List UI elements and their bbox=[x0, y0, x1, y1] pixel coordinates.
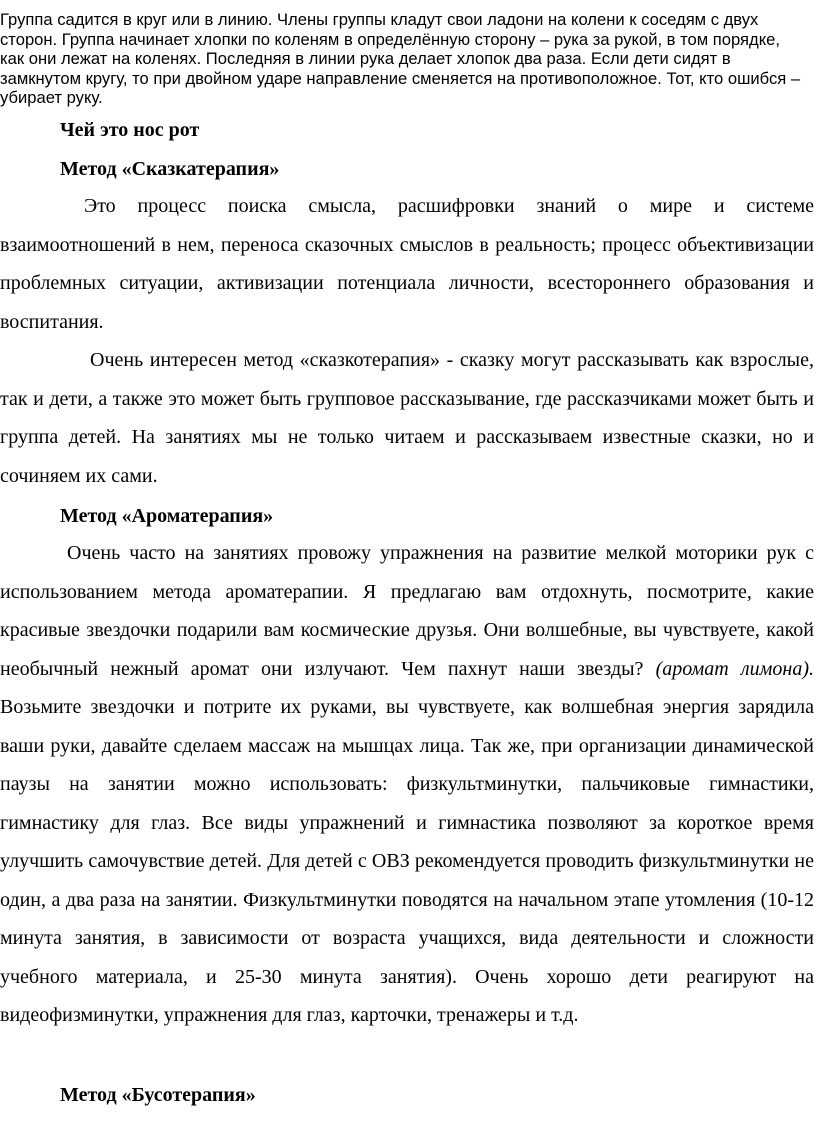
heading-beads-method: Метод «Бусотерапия» bbox=[60, 1084, 256, 1106]
heading-game: Чей это нос рот bbox=[60, 119, 200, 141]
heading-aroma-method: Метод «Ароматерапия» bbox=[60, 505, 274, 527]
aroma-text-part-1: Очень часто на занятиях провожу упражнения на развитие мелкой моторики рук с использованием метода ароматерапии. Я предлагаю вам отдохнуть, посмотрите, какие красивые звездочки подарили вам космические друзья. Они волшебные, вы чувствуете, какой необычный нежный аромат они излучают. Чем пахнут наши звезды? bbox=[0, 542, 814, 680]
aroma-italic-note: (аромат лимона). bbox=[655, 657, 815, 680]
heading-fairytale-method: Метод «Сказкатерапия» bbox=[60, 158, 280, 180]
aroma-text-part-2: Возьмите звездочки и потрите их руками, вы чувствуете, как волшебная энергия зарядила ваши руки, давайте сделаем массаж на мышцах лица. Так же, при организации динамической паузы на занятии можно использовать: физкультминутки, пальчиковые гимнастики, гимнастику для глаз. Все виды упражнений и гимнастика позволяют за короткое время улучшить самочувствие детей. Для детей с ОВЗ рекомендуется проводить физкультминутки не один, а два раза на занятии. Физкультминутки поводятся на начальном этапе утомления (10-12 минута занятия, в зависимости от возраста учащихся, вида деятельности и сложности учебного материала, и 25-30 минута занятия). Очень хорошо дети реагируют на видеофизминутки, упражнения для глаз, карточки, тренажеры и т.д. bbox=[0, 696, 814, 1026]
aroma-paragraph bbox=[0, 534, 814, 1035]
fairytale-paragraph-2: Очень интересен метод «сказкотерапия» - сказку могут рассказывать как взрослые, так и дети, а также это может быть групповое рассказывание, где рассказчиками может быть и группа детей. На занятиях мы не только читаем и рассказываем известные сказки, но и сочиняем их сами. bbox=[0, 349, 814, 487]
intro-paragraph: Группа садится в круг или в линию. Члены группы кладут свои ладони на колени к соседям с двух сторон. Группа начинает хлопки по коленям в определённую сторону – рука за рукой, в том порядке, как они лежат на коленях. Последняя в линии рука делает хлопок два раза. Если дети сидят в замкнутом кругу, то при двойном ударе направление сменяется на противоположное. Тот, кто ошибся – убирает руку. bbox=[0, 10, 801, 107]
fairytale-paragraph-1: Это процесс поиска смысла, расшифровки знаний о мире и системе взаимоотношений в нем, переноса сказочных смыслов в реальность; процесс объективизации проблемных ситуации, активизации потенциала личности, всестороннего образования и воспитания. bbox=[0, 195, 814, 333]
